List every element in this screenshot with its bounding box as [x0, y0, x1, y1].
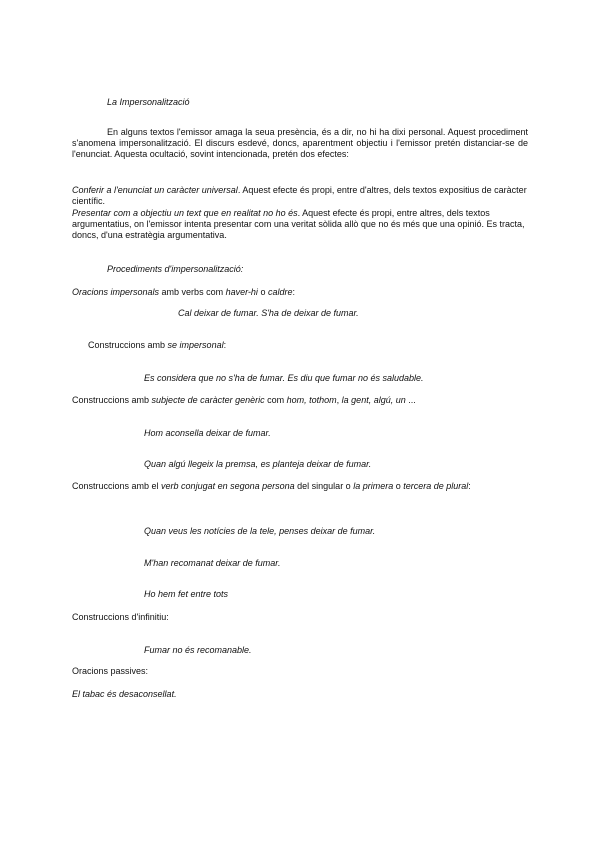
s1-verb1: haver-hi [225, 287, 258, 297]
s2-end: : [223, 340, 227, 350]
s4-italic: verb conjugat en segona persona [161, 481, 295, 491]
example-3b: Quan algú llegeix la premsa, es planteja deixar de fumar. [144, 459, 372, 469]
example-4a: Quan veus les notícies de la tele, penses deixar de fumar. [144, 526, 376, 536]
s1-verb2: caldre [267, 287, 293, 297]
section-conjugated-verb [72, 481, 528, 492]
example-3a: Hom aconsella deixar de fumar. [144, 428, 271, 438]
section-impersonal-sentences [72, 287, 295, 298]
s3-italic: subjecte de caràcter genèric [151, 395, 265, 405]
s1-end: : [292, 287, 295, 297]
s4-mid: del singular o [294, 481, 354, 491]
s3-italic-2: hom, tothom [286, 395, 337, 405]
s3-sep: , [336, 395, 342, 405]
effect-universal-text: . Aquest efecte és propi, entre d'altres, dels textos expositius de caràcter científic. [72, 185, 527, 206]
s2-lead: Construccions amb [88, 340, 168, 350]
example-4c: Ho hem fet entre tots [144, 589, 229, 599]
s4-lead: Construccions amb el [72, 481, 162, 491]
effect-objective-lead: Presentar com a objectiu un text que en realitat no ho és [72, 208, 298, 218]
s4-end: : [468, 481, 471, 491]
section-infinitive: Construccions d'infinitiu: [72, 612, 169, 622]
s1-lead: Oracions impersonals [72, 287, 160, 297]
s3-mid: com [264, 395, 287, 405]
example-4b: M'han recomanat deixar de fumar. [144, 558, 281, 568]
example-6: El tabac és desaconsellat. [72, 689, 177, 699]
effect-universal-lead: Conferir a l'enunciat un caràcter universal [72, 185, 238, 195]
document-title: La Impersonalització [107, 97, 190, 107]
section-se-impersonal [88, 340, 226, 351]
effect-objective-text: . Aquest efecte és propi, entre altres, dels textos argumentatius, on l'emissor intenta presentar com una veritat sòlida allò que no és més que una opinió. Es tracta, doncs, d'una estratègia argumentativa. [72, 208, 525, 240]
effect-objective [72, 208, 528, 241]
section-generic-subject [72, 395, 416, 406]
s4-italic-3: tercera de plural [403, 481, 469, 491]
s4-mid-2: o [393, 481, 404, 491]
s3-italic-3: la gent, algú, un [341, 395, 406, 405]
section-passive: Oracions passives: [72, 666, 149, 676]
procedures-heading: Procediments d'impersonalització: [107, 264, 244, 274]
example-2: Es considera que no s'ha de fumar. Es diu que fumar no és saludable. [144, 373, 424, 383]
s2-italic: se impersonal [167, 340, 224, 350]
s1-tail: o [257, 287, 268, 297]
s1-mid: amb verbs com [159, 287, 226, 297]
intro-paragraph: En alguns textos l'emissor amaga la seua presència, és a dir, no hi ha dixi personal. Aquest procediment s'anomena impersonalització. El discurs esdevé, doncs, aparentment objectiu i l'emissor pretén distanciar-se de l'enunciat. Aquesta ocultació, sovint intencionada, pretén dos efectes: [72, 127, 528, 159]
s3-lead: Construccions amb [72, 395, 152, 405]
s4-italic-2: la primera [353, 481, 394, 491]
effect-universal [72, 185, 528, 207]
example-5: Fumar no és recomanable. [144, 645, 252, 655]
s3-end: ... [405, 395, 416, 405]
example-1: Cal deixar de fumar. S'ha de deixar de fumar. [178, 308, 359, 318]
